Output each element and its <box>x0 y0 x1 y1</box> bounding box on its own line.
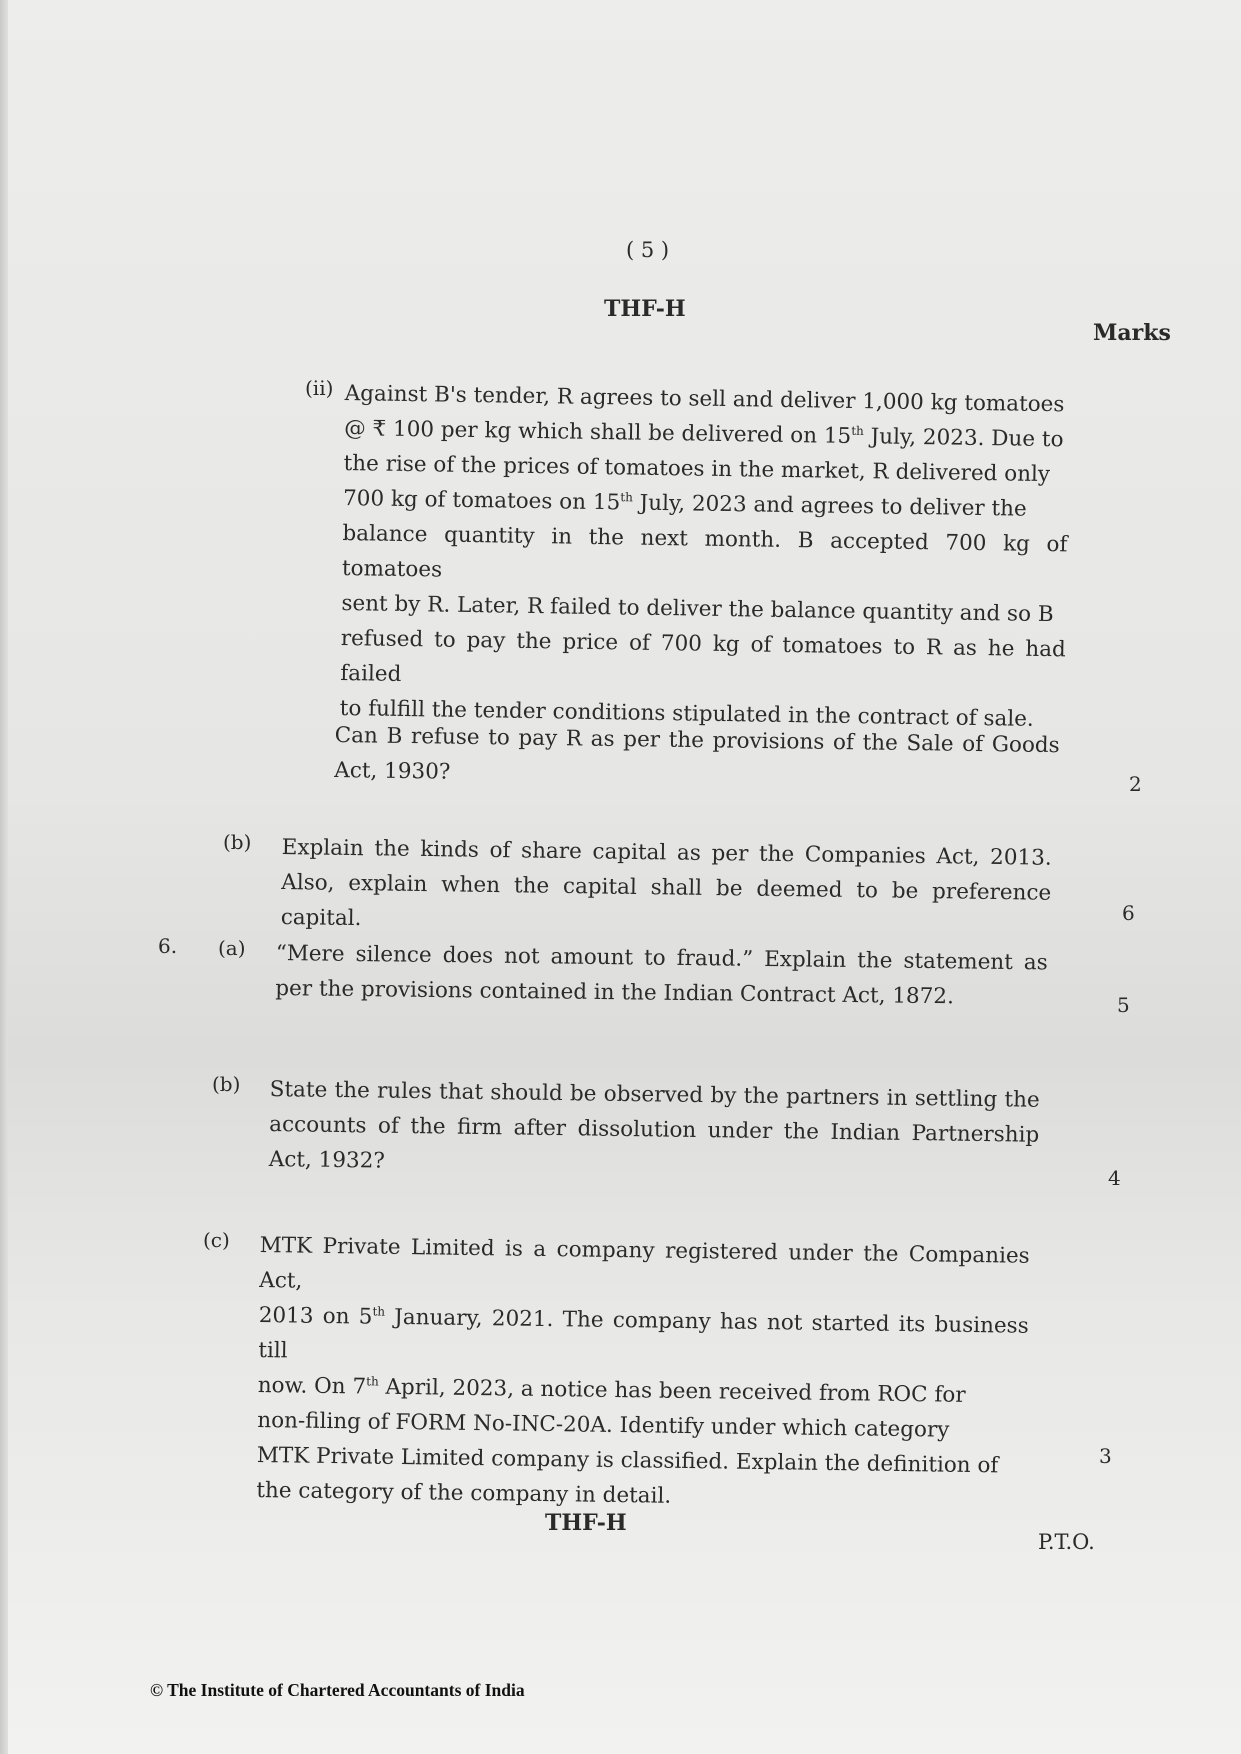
text-line: 2013 on 5th January, 2021. The company has not started its business till <box>258 1302 1029 1364</box>
question-label-b: (b) <box>223 830 252 854</box>
question-6a-text: “Mere silence does not amount to fraud.” Explain the statement as per the provisions contained in the Indian Contract Act, 1872. <box>275 940 1048 1010</box>
question-5a-ii-text <box>340 376 1070 737</box>
text-line: MTK Private Limited is a company registered under the Companies Act, <box>259 1232 1030 1294</box>
text-line: Against B's tender, R agrees to sell and deliver 1,000 kg tomatoes <box>344 380 1065 418</box>
question-label-c: (c) <box>203 1228 230 1252</box>
text-line: the rise of the prices of tomatoes in the market, R delivered only <box>343 450 1051 488</box>
text-line: now. On 7th April, 2023, a notice has been received from ROC for <box>257 1372 966 1408</box>
marks-value: 2 <box>1129 772 1142 796</box>
text-line: to fulfill the tender conditions stipulated in the contract of sale. <box>339 695 1034 732</box>
text-line: sent by R. Later, R failed to deliver the balance quantity and so B <box>341 590 1054 628</box>
text-line: MTK Private Limited company is classified. Explain the definition of <box>256 1442 999 1479</box>
question-6b-text: State the rules that should be observed by the partners in settling the accounts of the firm after dissolution under the Indian Partnership Act, 1932? <box>268 1076 1040 1174</box>
question-5b-text: Explain the kinds of share capital as per the Companies Act, 2013. Also, explain when the capital shall be deemed to be preference capital. <box>280 834 1052 932</box>
marks-column-heading: Marks <box>1093 320 1171 346</box>
text-line: @ ₹ 100 per kg which shall be delivered on 15th July, 2023. Due to <box>343 415 1064 453</box>
footer-paper-code: THF-H <box>545 1510 627 1536</box>
question-label-ii: (ii) <box>305 376 334 400</box>
text-line: non-filing of FORM No-INC-20A. Identify under which category <box>257 1407 950 1443</box>
marks-value: 3 <box>1099 1444 1112 1468</box>
scan-edge <box>0 0 8 1754</box>
please-turn-over: P.T.O. <box>1038 1530 1095 1554</box>
question-6c-text <box>256 1228 1030 1519</box>
question-number-6: 6. <box>158 934 178 958</box>
text-line: refused to pay the price of 700 kg of tomatoes to R as he had failed <box>340 625 1066 687</box>
text-line: balance quantity in the next month. B accepted 700 kg of tomatoes <box>341 520 1068 583</box>
question-label-a: (a) <box>218 936 246 960</box>
text-line: the category of the company in detail. <box>256 1477 672 1509</box>
marks-value: 4 <box>1108 1166 1121 1190</box>
marks-value: 5 <box>1117 993 1130 1017</box>
text-line: 700 kg of tomatoes on 15th July, 2023 and agrees to deliver the <box>342 485 1027 522</box>
marks-value: 6 <box>1122 901 1135 925</box>
copyright-notice: © The Institute of Chartered Accountants of India <box>150 1680 525 1700</box>
header-paper-code: THF-H <box>604 296 686 322</box>
question-5a-ii-prompt: Can B refuse to pay R as per the provisions of the Sale of Goods Act, 1930? <box>334 722 1060 785</box>
question-label-b: (b) <box>212 1072 241 1096</box>
page-number: ( 5 ) <box>626 238 670 262</box>
